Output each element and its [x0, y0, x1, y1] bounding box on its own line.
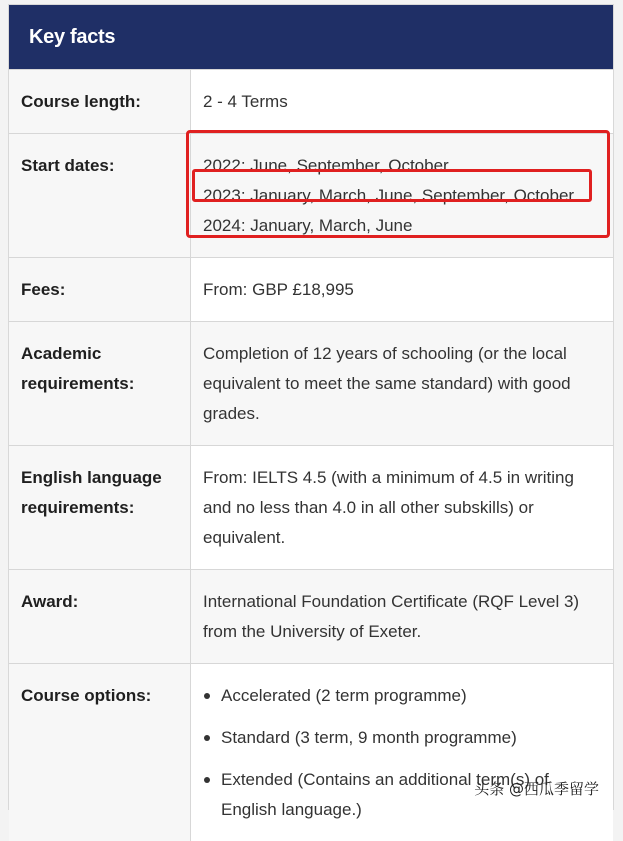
- row-course-length: [9, 70, 613, 134]
- list-item: Extended (Contains an additional term(s) of English language.): [221, 765, 601, 825]
- course-options-list: [203, 681, 601, 825]
- row-course-options: [9, 664, 613, 841]
- row-fees: [9, 258, 613, 322]
- list-item: Accelerated (2 term programme): [221, 681, 601, 711]
- course-length-label: Course length:: [9, 70, 191, 134]
- start-dates-2023: 2023: January, March, June, September, October: [203, 181, 601, 211]
- course-options-label: Course options:: [9, 664, 191, 841]
- key-facts-header: [9, 5, 613, 69]
- list-item: Standard (3 term, 9 month programme): [221, 723, 601, 753]
- fees-value: From: GBP £18,995: [191, 258, 614, 322]
- start-dates-value: [191, 134, 614, 258]
- award-value: International Foundation Certificate (RQF Level 3) from the University of Exeter.: [191, 570, 614, 664]
- row-english-requirements: [9, 446, 613, 570]
- english-requirements-value: From: IELTS 4.5 (with a minimum of 4.5 in writing and no less than 4.0 in all other subskills) or equivalent.: [191, 446, 614, 570]
- row-award: [9, 570, 613, 664]
- course-options-value: [191, 664, 614, 841]
- english-requirements-label: English language requirements:: [9, 446, 191, 570]
- key-facts-title: Key facts: [29, 26, 115, 49]
- row-start-dates: [9, 134, 613, 258]
- key-facts-table: [9, 69, 613, 841]
- key-facts-panel: [8, 4, 614, 810]
- start-dates-2022: 2022: June, September, October: [203, 151, 601, 181]
- academic-requirements-value: Completion of 12 years of schooling (or the local equivalent to meet the same standard) with good grades.: [191, 322, 614, 446]
- academic-requirements-label: Academic requirements:: [9, 322, 191, 446]
- course-length-value: 2 - 4 Terms: [191, 70, 614, 134]
- fees-label: Fees:: [9, 258, 191, 322]
- start-dates-2024: 2024: January, March, June: [203, 211, 601, 241]
- start-dates-label: Start dates:: [9, 134, 191, 258]
- award-label: Award:: [9, 570, 191, 664]
- watermark: 头条 @西瓜季留学: [474, 778, 599, 799]
- row-academic-requirements: [9, 322, 613, 446]
